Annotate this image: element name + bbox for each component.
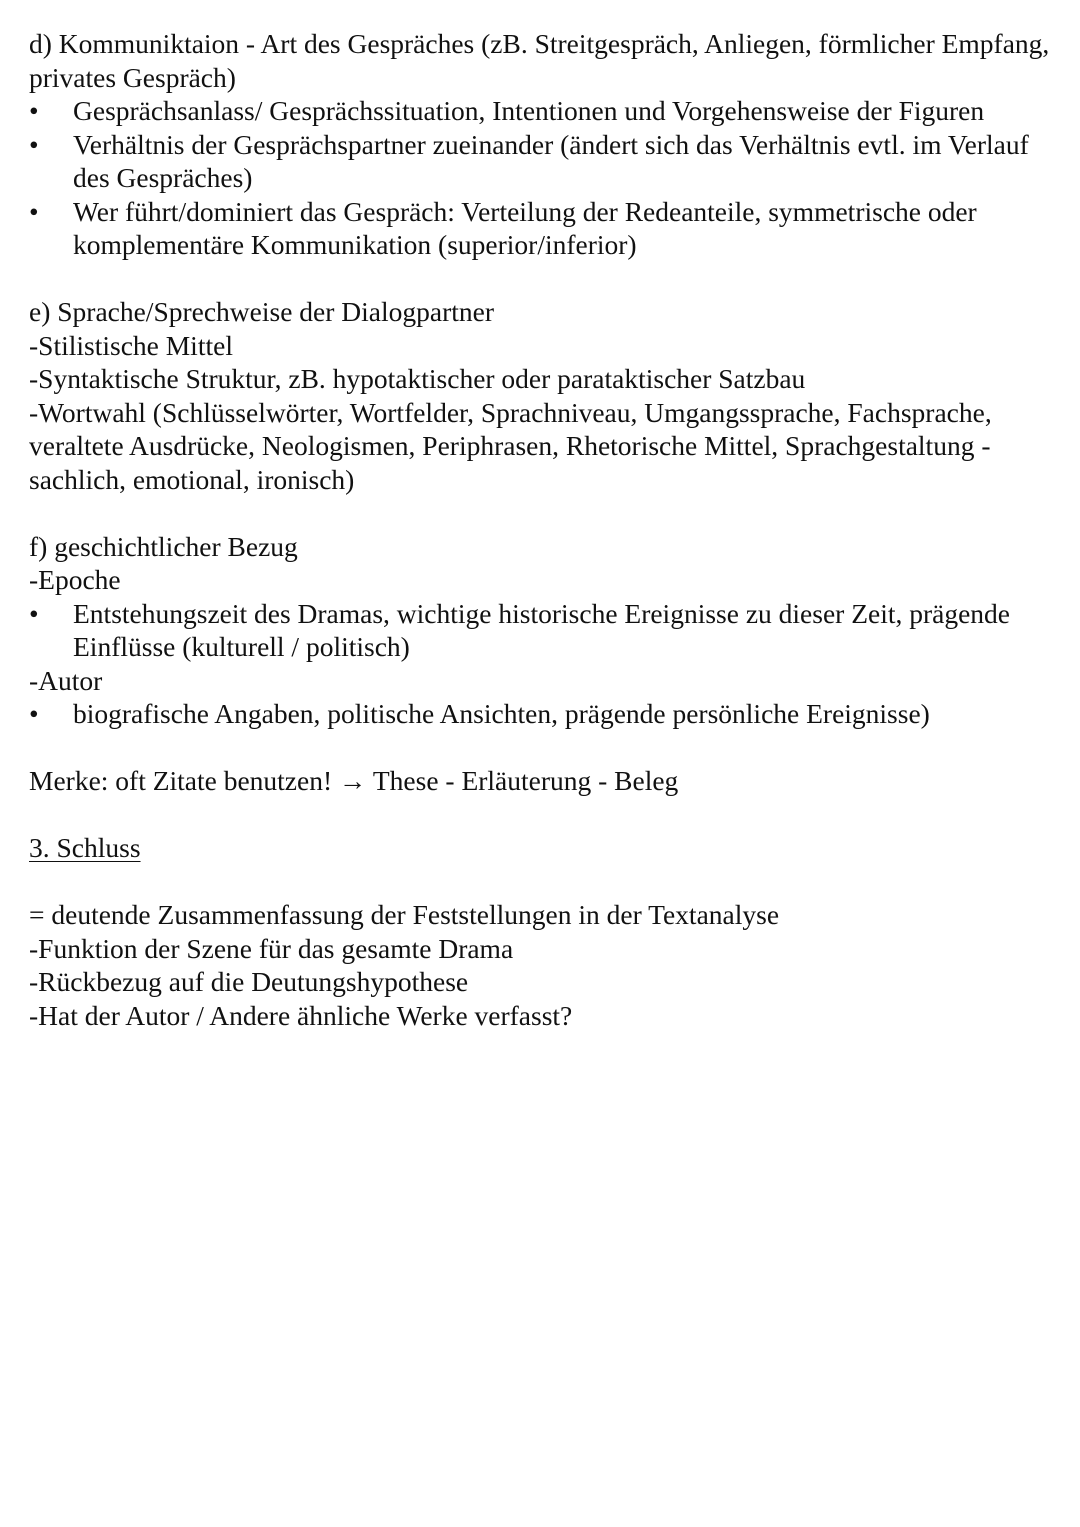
schluss-intro: = deutende Zusammenfassung der Feststellungen in der Textanalyse xyxy=(29,899,780,930)
bullet-item xyxy=(29,195,1059,262)
bullet-text: Gesprächsanlass/ Gesprächssituation, Intentionen und Vorgehensweise der Figuren xyxy=(73,95,985,126)
bullet-icon: • xyxy=(29,195,39,227)
bullet-text: Wer führt/dominiert das Gespräch: Verteilung der Redeanteile, symmetrische oder komplementäre Kommunikation (superior/inferior) xyxy=(73,195,977,260)
epoche-label: -Epoche xyxy=(29,564,121,595)
schluss-heading xyxy=(29,831,1059,865)
document-page xyxy=(29,27,1059,1032)
bullet-item xyxy=(29,597,1059,664)
bullet-icon: • xyxy=(29,95,39,126)
bullet-item xyxy=(29,697,1059,731)
bullet-icon: • xyxy=(29,597,39,629)
section-e xyxy=(29,295,1059,496)
section-d xyxy=(29,27,1059,262)
list-item: -Wortwahl (Schlüsselwörter, Wortfelder, Sprachniveau, Umgangssprache, Fachsprache, veraltete Ausdrücke, Neologismen, Periphrasen, Rhetorische Mittel, Sprachgestaltung - sachlich, emotional, ironisch) xyxy=(29,396,999,495)
spacer xyxy=(29,798,1059,832)
bullet-icon: • xyxy=(29,698,39,729)
bullet-icon: • xyxy=(29,128,39,160)
bullet-text: Verhältnis der Gesprächspartner zueinander (ändert sich das Verhältnis evtl. im Verlauf des Gespräches) xyxy=(73,128,1029,193)
bullet-item xyxy=(29,94,1059,128)
spacer xyxy=(29,731,1059,765)
list-item: -Funktion der Szene für das gesamte Drama xyxy=(29,932,514,964)
bullet-item xyxy=(29,128,1059,195)
list-item: -Rückbezug auf die Deutungshypothese xyxy=(29,966,469,997)
autor-label: -Autor xyxy=(29,664,103,696)
section-f xyxy=(29,530,1059,731)
list-item: -Stilistische Mittel xyxy=(29,329,233,361)
bullet-text: biografische Angaben, politische Ansichten, prägende persönliche Ereignisse) xyxy=(73,698,930,729)
section-e-heading: e) Sprache/Sprechweise der Dialogpartner xyxy=(29,296,495,327)
bullet-text: Entstehungszeit des Dramas, wichtige historische Ereignisse zu dieser Zeit, prägende Einflüsse (kulturell / politisch) xyxy=(73,597,1011,662)
section-f-heading: f) geschichtlicher Bezug xyxy=(29,530,298,562)
section-schluss xyxy=(29,831,1059,1032)
schluss-heading-text: 3. Schluss xyxy=(29,832,141,863)
spacer xyxy=(29,496,1059,530)
list-item: -Hat der Autor / Andere ähnliche Werke verfasst? xyxy=(29,999,573,1031)
spacer xyxy=(29,262,1059,296)
list-item: -Syntaktische Struktur, zB. hypotaktischer oder parataktischer Satzbau xyxy=(29,363,806,394)
merke-note: Merke: oft Zitate benutzen! → These - Erläuterung - Beleg xyxy=(29,765,679,796)
spacer xyxy=(29,865,1059,899)
section-d-heading: d) Kommuniktaion - Art des Gespräches (zB. Streitgespräch, Anliegen, förmlicher Empfang, privates Gespräch) xyxy=(29,28,1057,93)
